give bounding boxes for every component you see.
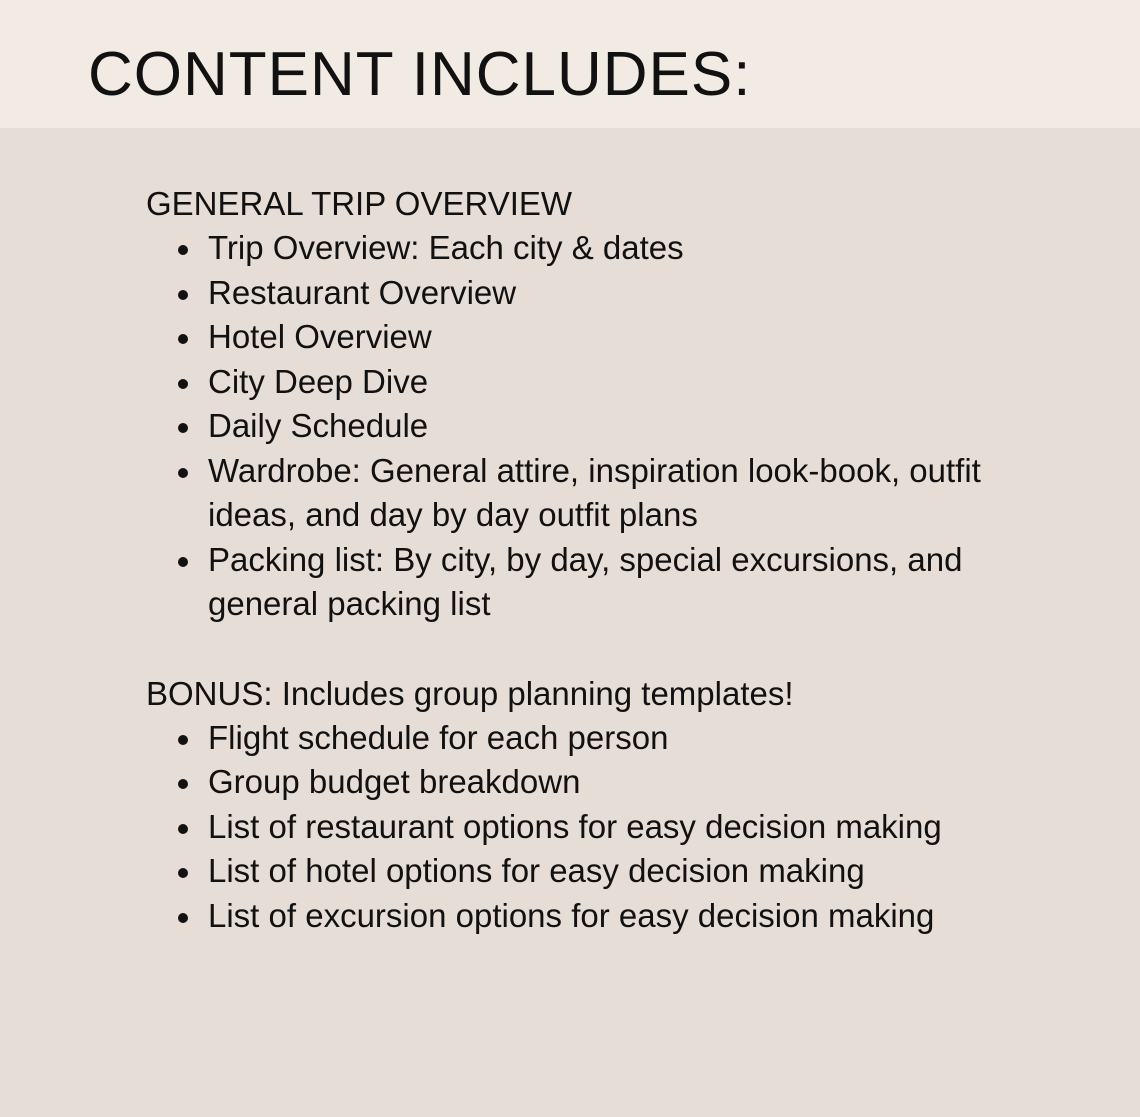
section-heading: GENERAL TRIP OVERVIEW bbox=[146, 185, 573, 222]
section-general-trip-overview bbox=[146, 182, 1026, 627]
list-item: Wardrobe: General attire, inspiration look-book, outfit ideas, and day by day outfit plans bbox=[146, 449, 1026, 538]
list-item: Restaurant Overview bbox=[146, 271, 1026, 316]
list-item: Packing list: By city, by day, special excursions, and general packing list bbox=[146, 538, 1026, 627]
section-spacer bbox=[146, 627, 1026, 672]
list-item: Group budget breakdown bbox=[146, 760, 1026, 805]
feature-list bbox=[146, 716, 1026, 939]
list-item: City Deep Dive bbox=[146, 360, 1026, 405]
page-title: CONTENT INCLUDES: bbox=[88, 40, 752, 109]
list-item: Daily Schedule bbox=[146, 404, 1026, 449]
section-bonus bbox=[146, 672, 1026, 939]
content-body bbox=[146, 182, 1026, 938]
list-item: List of restaurant options for easy decision making bbox=[146, 805, 1026, 850]
list-item: Flight schedule for each person bbox=[146, 716, 1026, 761]
feature-list bbox=[146, 226, 1026, 627]
header-band bbox=[0, 0, 1140, 128]
section-heading: BONUS: Includes group planning templates! bbox=[146, 674, 794, 712]
list-item: Hotel Overview bbox=[146, 315, 1026, 360]
list-item: List of excursion options for easy decision making bbox=[146, 894, 1026, 939]
list-item: List of hotel options for easy decision making bbox=[146, 849, 1026, 894]
list-item: Trip Overview: Each city & dates bbox=[146, 226, 1026, 271]
